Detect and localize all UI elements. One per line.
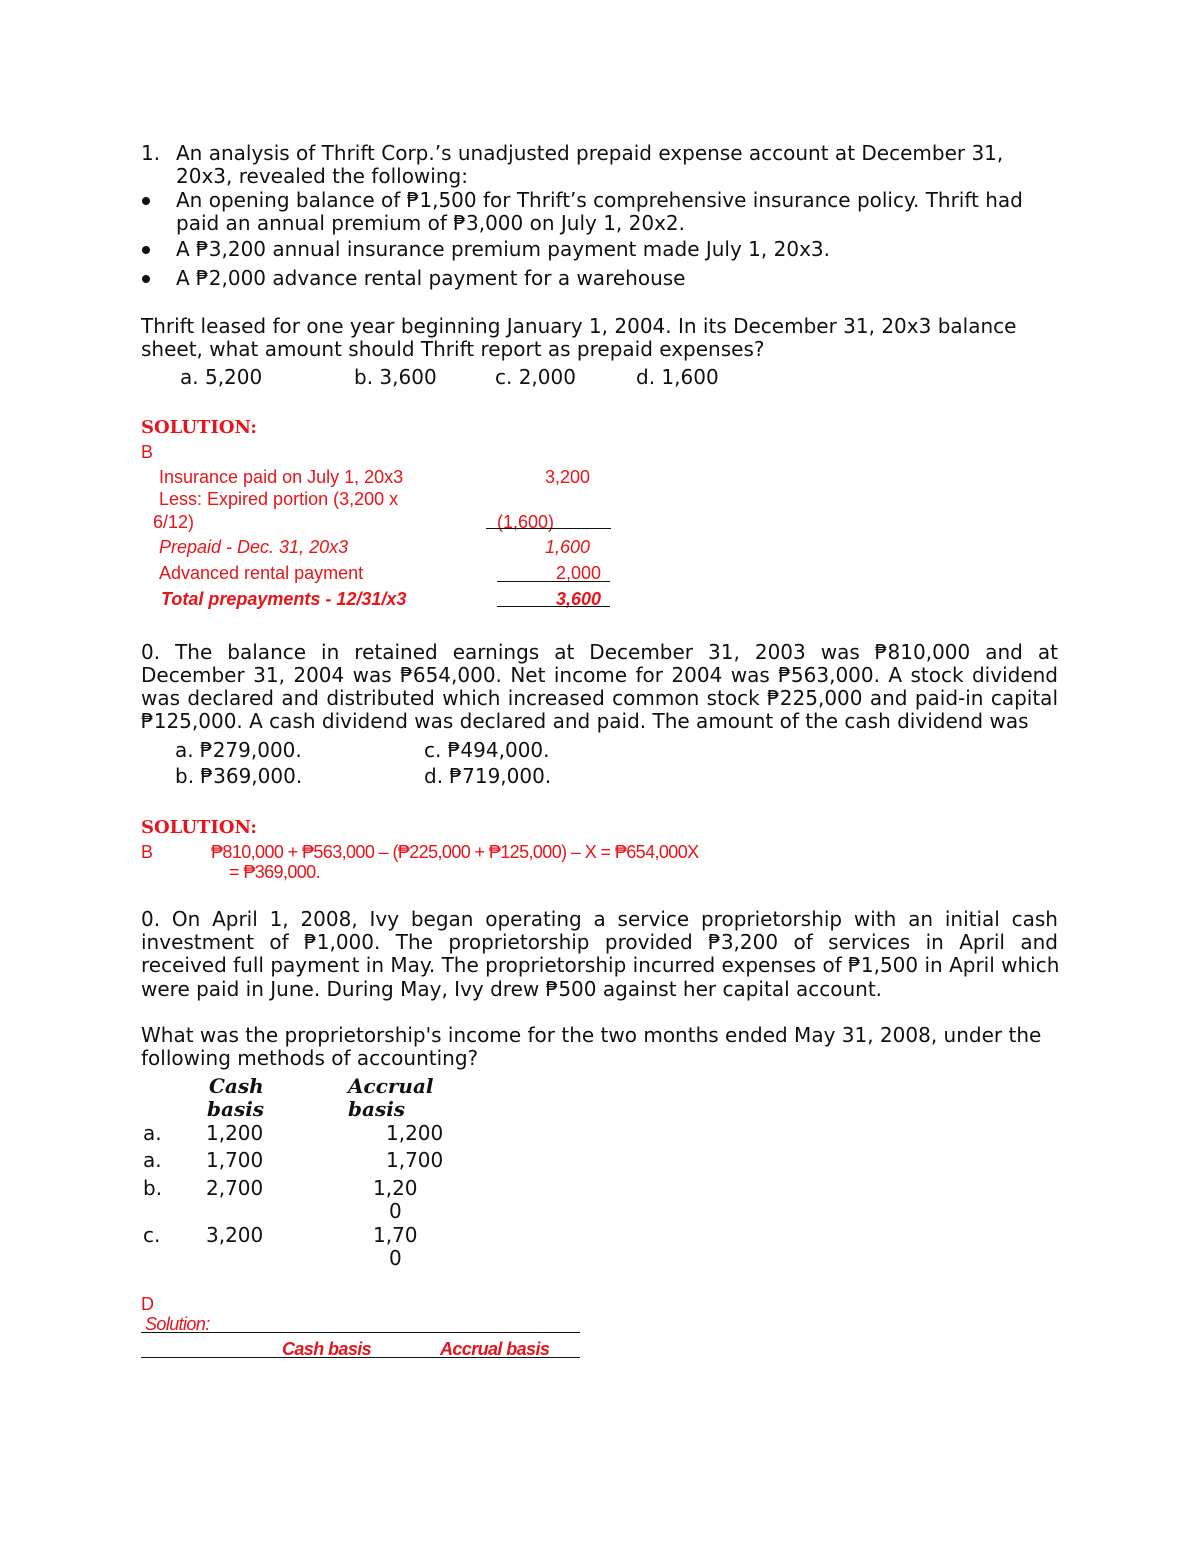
choice-d: d. ₱719,000.	[424, 764, 552, 788]
option-accrual-value: 1,70	[373, 1223, 418, 1247]
column-header-accrual: basis	[348, 1097, 406, 1121]
option-letter: c.	[143, 1223, 161, 1247]
question-2-text-line: December 31, 2004 was ₱654,000. Net income for 2004 was ₱563,000. A stock dividend	[141, 663, 1058, 687]
option-cash-value: 1,700	[206, 1148, 264, 1172]
underline-divider	[497, 581, 610, 582]
choice-b: b. 3,600	[354, 365, 437, 389]
bullet-icon	[142, 275, 150, 283]
choice-c: c. ₱494,000.	[424, 738, 550, 762]
option-letter: a.	[143, 1121, 162, 1145]
solution-row-label: 6/12)	[153, 512, 195, 532]
solution-row-label: Insurance paid on July 1, 20x3	[159, 467, 404, 487]
question-2-text-line: ₱125,000. A cash dividend was declared and paid. The amount of the cash dividend was	[141, 709, 1029, 733]
question-2-text-line: was declared and distributed which increased common stock ₱225,000 and paid-in capital	[141, 686, 1058, 710]
column-header-accrual: Accrual	[348, 1074, 434, 1098]
solution-heading: Solution:	[145, 1314, 210, 1334]
table-header-rule	[141, 1357, 580, 1358]
choice-c: c. 2,000	[495, 365, 576, 389]
column-header-cash: basis	[207, 1097, 265, 1121]
option-accrual-value: 1,200	[386, 1121, 444, 1145]
question-3-text-line: received full payment in May. The proprietorship incurred expenses of ₱1,500 in April which	[141, 953, 1060, 977]
choice-d: d. 1,600	[636, 365, 719, 389]
bullet-icon	[142, 246, 150, 254]
solution-heading: SOLUTION:	[141, 417, 257, 438]
table-top-rule	[141, 1332, 580, 1333]
solution-result: = ₱369,000.	[229, 862, 320, 882]
option-cash-value: 3,200	[206, 1223, 264, 1247]
solution-row-value: 3,200	[544, 467, 590, 487]
solution-total-value: 3,600	[555, 589, 601, 609]
option-accrual-value-wrap: 0	[389, 1246, 402, 1270]
solution-row-value: 1,600	[544, 537, 590, 557]
solution-heading: SOLUTION:	[141, 817, 257, 838]
answer-letter: D	[141, 1294, 154, 1314]
underline-divider	[486, 528, 611, 529]
solution-total-label: Total prepayments - 12/31/x3	[161, 589, 407, 609]
option-letter: b.	[143, 1176, 163, 1200]
table-header-cash-basis: Cash basis	[282, 1339, 372, 1359]
solution-formula: ₱810,000 + ₱563,000 – (₱225,000 + ₱125,000) – X = ₱654,000X	[211, 842, 699, 862]
bullet-item: An opening balance of ₱1,500 for Thrift’s comprehensive insurance policy. Thrift had	[176, 188, 1023, 212]
choice-a: a. ₱279,000.	[175, 738, 302, 762]
solution-row-label: Less: Expired portion (3,200 x	[159, 489, 399, 509]
question-3-prompt-line: following methods of accounting?	[141, 1046, 479, 1070]
option-letter: a.	[143, 1148, 162, 1172]
bullet-item: A ₱3,200 annual insurance premium payment made July 1, 20x3.	[176, 237, 830, 261]
question-3-text-line: investment of ₱1,000. The proprietorship provided ₱3,200 of services in April and	[141, 930, 1058, 954]
solution-row-value: 2,000	[555, 563, 601, 583]
choice-b: b. ₱369,000.	[175, 764, 303, 788]
question-2-text-line: 0. The balance in retained earnings at December 31, 2003 was ₱810,000 and at	[141, 640, 1058, 664]
solution-row-label: Advanced rental payment	[159, 563, 364, 583]
question-1-paragraph-line-2: sheet, what amount should Thrift report as prepaid expenses?	[141, 337, 765, 361]
column-header-cash: Cash	[209, 1074, 264, 1098]
double-underline-divider	[497, 606, 610, 607]
option-cash-value: 2,700	[206, 1176, 264, 1200]
choice-a: a. 5,200	[180, 365, 263, 389]
question-1-text-line-2: 20x3, revealed the following:	[176, 164, 468, 188]
solution-row-label: Prepaid - Dec. 31, 20x3	[159, 537, 349, 557]
question-1-paragraph-line-1: Thrift leased for one year beginning January 1, 2004. In its December 31, 20x3 balance	[141, 314, 1017, 338]
table-header-accrual-basis: Accrual basis	[440, 1339, 550, 1359]
answer-letter: B	[141, 842, 154, 862]
question-3-text-line: 0. On April 1, 2008, Ivy began operating a service proprietorship with an initial cash	[141, 907, 1058, 931]
option-accrual-value-wrap: 0	[389, 1199, 402, 1223]
question-3-prompt-line: What was the proprietorship's income for the two months ended May 31, 2008, under the	[141, 1023, 1042, 1047]
option-accrual-value: 1,700	[386, 1148, 444, 1172]
bullet-item: A ₱2,000 advance rental payment for a warehouse	[176, 266, 686, 290]
option-accrual-value: 1,20	[373, 1176, 418, 1200]
bullet-item-continuation: paid an annual premium of ₱3,000 on July 1, 20x2.	[176, 211, 686, 235]
answer-letter: B	[141, 442, 154, 462]
solution-row-value: (1,600)	[497, 512, 555, 532]
question-1-number: 1.	[141, 141, 161, 165]
question-1-text-line-1: An analysis of Thrift Corp.’s unadjusted prepaid expense account at December 31,	[176, 141, 1004, 165]
option-cash-value: 1,200	[206, 1121, 264, 1145]
question-3-text-line: were paid in June. During May, Ivy drew ₱500 against her capital account.	[141, 977, 883, 1001]
bullet-icon	[142, 197, 150, 205]
